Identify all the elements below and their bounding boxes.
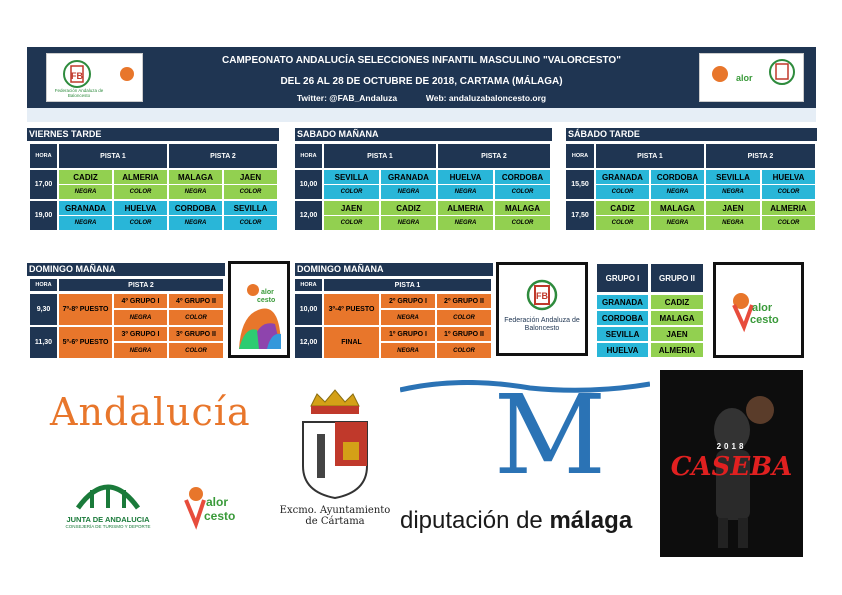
kit-cell: NEGRA: [114, 310, 167, 325]
hora-header: HORA: [30, 144, 57, 168]
pista2-header: PISTA 2: [169, 144, 277, 168]
team-cell: MALAGA: [169, 170, 222, 184]
team-cell: HUELVA: [438, 170, 493, 184]
cartama-name-l2: de Cártama: [305, 516, 365, 527]
hora-cell: 19,00: [30, 201, 57, 230]
kit-cell: COLOR: [114, 216, 167, 230]
kit-cell: COLOR: [324, 216, 379, 230]
pista2-header: PISTA 2: [706, 144, 815, 168]
team-cell: 1º GRUPO I: [381, 327, 435, 341]
kit-cell: NEGRA: [651, 216, 704, 230]
andalucia-wordmark: Andalucía: [50, 390, 251, 434]
svg-text:alor: alor: [261, 289, 274, 296]
junta-name: JUNTA DE ANDALUCIA: [66, 515, 150, 524]
team-cell: 2º GRUPO II: [437, 294, 491, 308]
junta-emblem-icon: [58, 470, 158, 510]
fab-emblem-icon: [499, 265, 585, 315]
kit-cell: NEGRA: [169, 216, 222, 230]
team-cell: HUELVA: [114, 201, 167, 215]
hora-cell: 11,30: [30, 327, 57, 358]
svg-text:FB: FB: [71, 71, 83, 81]
hora-cell: 17,00: [30, 170, 57, 199]
team-cell: CADIZ: [381, 201, 436, 215]
diputacion-logo: [400, 371, 652, 545]
team-cell: JAEN: [224, 170, 277, 184]
andalucia-logo: [50, 386, 270, 438]
kit-cell: COLOR: [169, 310, 223, 325]
kit-cell: COLOR: [437, 310, 491, 325]
team-cell: 3º GRUPO I: [114, 327, 167, 341]
team-cell: ALMERIA: [762, 201, 815, 215]
valorcesto-logo-icon: [178, 484, 260, 539]
kit-cell: NEGRA: [59, 185, 112, 199]
valorcesto-logo-icon: [716, 265, 801, 355]
team-cell: ALMERIA: [114, 170, 167, 184]
cartama-logo: [275, 388, 395, 538]
team-cell: SEVILLA: [706, 170, 760, 184]
team-cell: HUELVA: [762, 170, 815, 184]
hora-cell: 15,50: [566, 170, 594, 199]
svg-text:alor: alor: [206, 495, 229, 509]
team-cell: SEVILLA: [324, 170, 379, 184]
grupo-team: GRANADA: [597, 295, 648, 309]
grupo-team: HUELVA: [597, 343, 648, 357]
section-title-domingo-2: DOMINGO MAÑANA: [295, 263, 493, 276]
puesto-cell: FINAL: [324, 327, 379, 358]
team-cell: CORDOBA: [169, 201, 222, 215]
junta-department: CONSEJERÍA DE TURISMO Y DEPORTE: [65, 524, 151, 529]
hora-cell: 9,30: [30, 294, 57, 325]
section-title-viernes: VIERNES TARDE: [27, 128, 279, 141]
website: Web: andaluzabaloncesto.org: [425, 93, 547, 103]
team-cell: GRANADA: [59, 201, 112, 215]
kit-cell: NEGRA: [651, 185, 704, 199]
diputacion-name: [400, 506, 652, 536]
team-cell: JAEN: [324, 201, 379, 215]
svg-text:alor: alor: [752, 302, 773, 314]
hora-header: HORA: [566, 144, 594, 168]
kit-cell: NEGRA: [706, 216, 760, 230]
team-cell: 4º GRUPO II: [169, 294, 223, 308]
kit-cell: COLOR: [762, 216, 815, 230]
hora-cell: 12,00: [295, 327, 322, 358]
kit-cell: NEGRA: [438, 185, 493, 199]
puesto-cell: 3º-4º PUESTO: [324, 294, 379, 325]
hora-cell: 17,50: [566, 201, 594, 230]
diputacion-name-a: diputación de: [400, 507, 550, 534]
kit-cell: COLOR: [495, 216, 550, 230]
team-cell: CORDOBA: [495, 170, 550, 184]
svg-text:cesto: cesto: [204, 509, 236, 523]
team-cell: CADIZ: [596, 201, 649, 215]
pista1-header: PISTA 1: [324, 144, 436, 168]
svg-text:FB: FB: [536, 291, 548, 301]
event-dates: DEL 26 AL 28 DE OCTUBRE DE 2018, CARTAMA (MÁLAGA): [280, 76, 563, 87]
diputacion-m: M: [493, 371, 607, 499]
cartama-coat-of-arms-icon: [275, 388, 395, 500]
team-cell: GRANADA: [596, 170, 649, 184]
team-cell: JAEN: [706, 201, 760, 215]
team-cell: CADIZ: [59, 170, 112, 184]
kit-cell: COLOR: [324, 185, 379, 199]
caseba-title: CASEBA: [670, 452, 793, 482]
grupo-team: CORDOBA: [597, 311, 648, 325]
hora-header: HORA: [30, 279, 57, 291]
pista1-header: PISTA 1: [596, 144, 704, 168]
svg-text:cesto: cesto: [750, 314, 779, 326]
puesto-cell: 7º-8º PUESTO: [59, 294, 112, 325]
svg-text:cesto: cesto: [257, 297, 276, 304]
team-cell: 3º GRUPO II: [169, 327, 223, 341]
fab-framed-logo: [496, 262, 588, 356]
caseba-year: 2018: [716, 442, 747, 451]
pista2-header: PISTA 2: [438, 144, 550, 168]
pista1-header: PISTA 1: [324, 279, 491, 291]
team-cell: 1º GRUPO II: [437, 327, 491, 341]
kit-cell: COLOR: [596, 216, 649, 230]
team-cell: 4º GRUPO I: [114, 294, 167, 308]
hora-cell: 12,00: [295, 201, 322, 230]
hora-cell: 10,00: [295, 294, 322, 325]
kit-cell: NEGRA: [381, 216, 436, 230]
grupo-team: CADIZ: [651, 295, 703, 309]
grupo-team: MALAGA: [651, 311, 703, 325]
kit-cell: COLOR: [224, 216, 277, 230]
grupo2-header: GRUPO II: [651, 264, 703, 292]
team-cell: MALAGA: [651, 201, 704, 215]
kit-cell: COLOR: [762, 185, 815, 199]
contact-line: [27, 93, 816, 103]
cartama-name-l1: Excmo. Ayuntamiento: [279, 505, 391, 516]
grupo-team: JAEN: [651, 327, 703, 341]
grupo1-header: GRUPO I: [597, 264, 648, 292]
kit-cell: NEGRA: [169, 185, 222, 199]
kit-cell: NEGRA: [114, 343, 167, 358]
kit-cell: NEGRA: [438, 216, 493, 230]
team-cell: GRANADA: [381, 170, 436, 184]
kit-cell: NEGRA: [381, 185, 436, 199]
pista2-header: PISTA 2: [59, 279, 223, 291]
team-cell: MALAGA: [495, 201, 550, 215]
pista1-header: PISTA 1: [59, 144, 167, 168]
caseba-poster: [660, 370, 803, 557]
section-title-sabado-manana: SABADO MAÑANA: [295, 128, 552, 141]
valorcesto-poster-art-icon: [231, 264, 287, 355]
twitter-handle: Twitter: @FAB_Andaluza: [296, 93, 398, 103]
team-cell: 2º GRUPO I: [381, 294, 435, 308]
team-cell: CORDOBA: [651, 170, 704, 184]
fab-logo-text: Federación Andaluza de Baloncesto: [54, 88, 104, 98]
diputacion-name-b: málaga: [549, 507, 633, 534]
hora-header: HORA: [295, 279, 322, 291]
team-cell: ALMERIA: [438, 201, 493, 215]
junta-logo: [58, 470, 158, 540]
kit-cell: NEGRA: [381, 343, 435, 358]
kit-cell: NEGRA: [706, 185, 760, 199]
svg-text:alor: alor: [736, 73, 753, 83]
valorcesto-emblem-icon: [700, 54, 803, 101]
fab-framed-logo-text: Federación Andaluza de Baloncesto: [504, 317, 580, 332]
kit-cell: COLOR: [596, 185, 649, 199]
kit-cell: COLOR: [169, 343, 223, 358]
kit-cell: COLOR: [495, 185, 550, 199]
valorcesto-poster: [228, 261, 290, 358]
team-cell: SEVILLA: [224, 201, 277, 215]
kit-cell: NEGRA: [381, 310, 435, 325]
kit-cell: COLOR: [437, 343, 491, 358]
kit-cell: NEGRA: [59, 216, 112, 230]
valorcesto-framed-logo: [713, 262, 804, 358]
valorcesto-fab-logo: [699, 53, 804, 102]
header-spacer: [27, 108, 816, 122]
kit-cell: COLOR: [114, 185, 167, 199]
header-banner: [27, 47, 816, 108]
grupo-team: ALMERIA: [651, 343, 703, 357]
puesto-cell: 5º-6º PUESTO: [59, 327, 112, 358]
section-title-sabado-tarde: SÁBADO TARDE: [566, 128, 817, 141]
hora-header: HORA: [295, 144, 322, 168]
section-title-domingo-1: DOMINGO MAÑANA: [27, 263, 225, 276]
hora-cell: 10,00: [295, 170, 322, 199]
page-title: CAMPEONATO ANDALUCÍA SELECCIONES INFANTIL MASCULINO "VALORCESTO": [222, 55, 621, 66]
kit-cell: COLOR: [224, 185, 277, 199]
valorcesto-sponsor-logo: [178, 484, 260, 539]
grupo-team: SEVILLA: [597, 327, 648, 341]
